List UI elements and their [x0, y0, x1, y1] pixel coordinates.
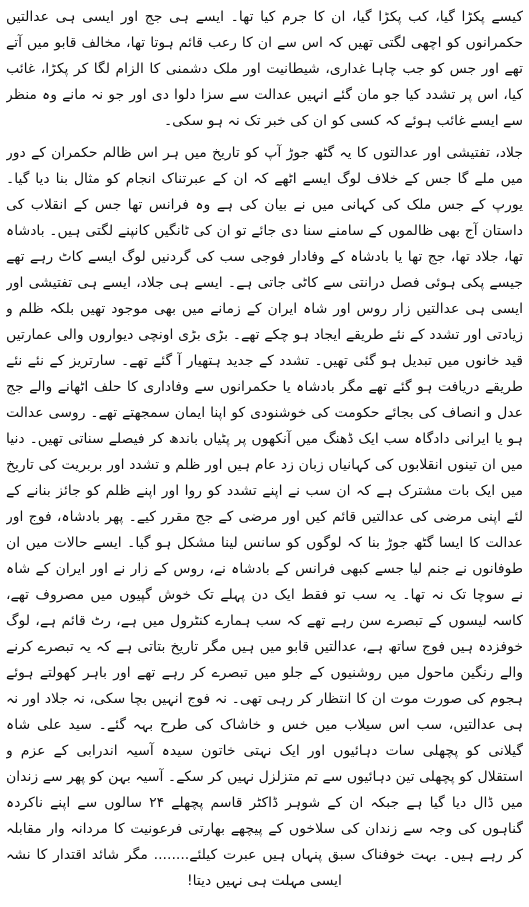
article-column — [6, 4, 523, 903]
article-paragraph-1: کیسے پکڑا گیا، کب پکڑا گیا، ان کا جرم کیا تھا۔ ایسے ہی جج اور ایسی ہی عدالتیں حکمرانوں کو اچھی لگتی تھیں کہ اس سے ان کا رعب قائم ہوتا تھا، مخالف قابو میں آتے تھے اور جس کو جب چاہا غداری، شیطانیت اور ملک دشمنی کا الزام لگا کر پکڑا، غائب کیا، اس پر تشدد کیا جو مان گئے انہیں عدالت سے سزا دلوا دی اور جو نہ مانے وہ منظر سے ایسے غائب ہوئے کہ کسی کو ان کی خبر تک نہ ہو سکی۔ — [6, 9, 523, 129]
article-paragraph-2: جلاد، تفتیشی اور عدالتوں کا یہ گٹھ جوڑ آپ کو تاریخ میں ہر اس ظالم حکمران کے دور میں ملے گا جس کے خلاف لوگ ایسے اٹھے کہ ان کے عبرتناک انجام کو مثال بنا دیا گیا۔ یورپ کے جس ملک کی کہانی میں نے بیان کی ہے وہ فرانس تھا جس کے انقلاب کی داستان آج بھی ظالموں کے سامنے سنا دی جائے تو ان کی ٹانگیں کانپنے لگتی ہیں۔ بادشاہ تھا، جلاد تھا، جج تھا یا بادشاہ کے وفادار فوجی سب کی گردنیں لوگ ایسے کاٹ رہے تھے جیسے پکی ہوئی فصل درانتی سے کاٹی جاتی ہے۔ ایسے ہی جلاد، ایسے ہی تفتیشی اور ایسی ہی عدالتیں زار روس اور شاہ ایران کے زمانے میں بھی موجود تھیں بلکہ ظلم و زیادتی اور تشدد کے نئے طریقے ایجاد ہو چکے تھے۔ بڑی بڑی اونچی دیواروں والی عمارتیں قید خانوں میں تبدیل ہو گئی تھیں۔ تشدد کے جدید ہتھیار آ گئے تھے۔ سارتریز کے نئے نئے طریقے دریافت ہو گئے تھے مگر بادشاہ یا حکمرانوں سے وفاداری کا حلف اٹھانے والے جج عدل و انصاف کی بجائے حکومت کی خوشنودی کو اپنا ایمان سمجھتے تھے۔ روسی عدالت ہو یا ایرانی دادگاہ سب ایک ڈھنگ میں آنکھوں پر پٹیاں باندھ کر فیصلے سناتی تھیں۔ دنیا میں ان تینوں انقلابوں کی کہانیاں زبان زد عام ہیں اور ظلم و تشدد اور بربریت کی تاریخ میں ایک بات مشترک ہے کہ ان سب نے اپنے تشدد کو روا اور اپنے ظلم کو جائز بنانے کے لئے اپنی مرضی کی عدالتیں قائم کیں اور مرضی کے جج مقرر کیے۔ پھر بادشاہ، فوج اور عدالت کا ایسا گٹھ جوڑ بنا کہ لوگوں کو سانس لینا مشکل ہو گیا۔ ایسے حالات میں ان طوفانوں نے جنم لیا جسے کبھی فرانس کے بادشاہ نے، روس کے زار نے اور ایران کے شاہ نے سوچا تک نہ تھا۔ یہ سب تو فقط ایک دن پہلے تک خوش گپیوں میں مصروف تھے، کاسہ لیسوں کے تبصرے سن رہے تھے کہ سب ہمارے کنٹرول میں ہے، رٹ قائم ہے، لوگ خوفزدہ ہیں فوج ساتھ ہے، عدالتیں قابو میں ہیں مگر تاریخ بتاتی ہے کہ یہ تبصرے کرنے والے رنگین ماحول میں روشنیوں کے جلو میں تبصرے کر رہے تھے اور باہر کھولتے ہوئے ہجوم کی صورت موت ان کا انتظار کر رہی تھی۔ نہ فوج انہیں بچا سکی، نہ جلاد اور نہ ہی عدالتیں، سب اس سیلاب میں خس و خاشاک کی طرح بہہ گئے۔ سید علی شاہ گیلانی کو پچھلی سات دہائیوں اور ایک نہتی خاتون سیدہ آسیہ اندرابی کے عزم و استقلال کو پچھلی تین دہائیوں سے تم متزلزل نہیں کر سکے۔ آسیہ بہن کو پھر سے زندان میں ڈال دیا گیا ہے جبکہ ان کے شوہر ڈاکٹر قاسم پچھلے ۲۴ سالوں سے اپنے ناکردہ گناہوں کی وجہ سے زندان کی سلاخوں کے پیچھے بھارتی فرعونیت کا مردانہ وار مقابلہ کر رہے ہیں۔ بہت خوفناک سبق پنہاں ہیں عبرت کیلئے........ مگر شائد اقتدار کا نشہ ایسی مہلت ہی نہیں دیتا! — [6, 145, 523, 889]
